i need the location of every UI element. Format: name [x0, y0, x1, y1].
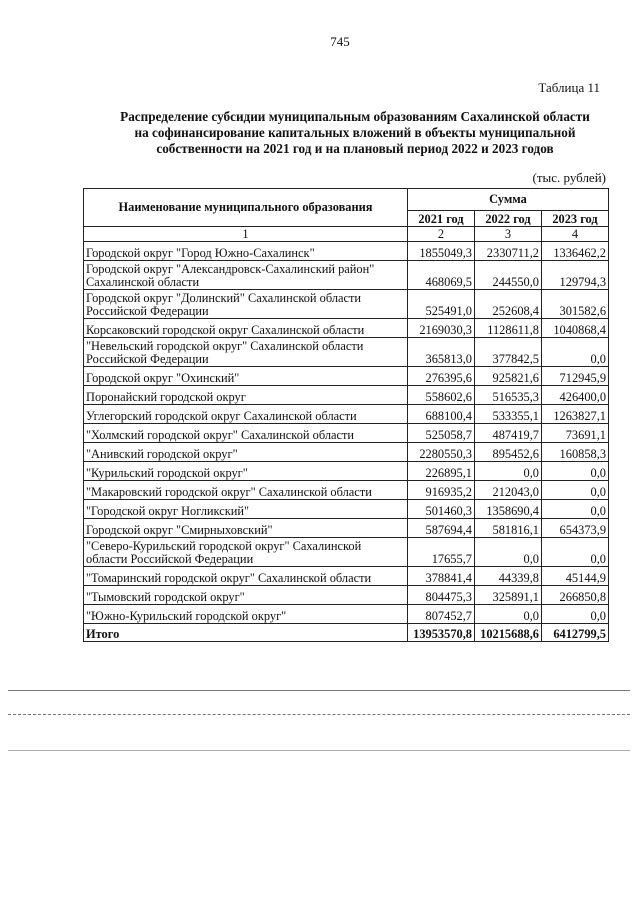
- municipality-name-line: "Северо-Курильский городской округ" Сахалинской: [86, 539, 362, 553]
- amount-2023-cell: 1336462,2: [542, 242, 609, 261]
- municipality-name-cell: [84, 424, 408, 443]
- municipality-name-cell: [84, 386, 408, 405]
- municipality-name-line: "Томаринский городской округ" Сахалинской области: [86, 571, 372, 585]
- divider-line: [8, 750, 630, 751]
- municipality-name-cell: [84, 367, 408, 386]
- amount-2022-cell: 1358690,4: [475, 500, 542, 519]
- amount-2022-cell: 487419,7: [475, 424, 542, 443]
- amount-2021-cell: 916935,2: [408, 481, 475, 500]
- municipality-name-line: Городской округ "Город Южно-Сахалинск": [86, 246, 315, 260]
- table-row: [84, 586, 609, 605]
- amount-2022-cell: 0,0: [475, 462, 542, 481]
- amount-2022-cell: 0,0: [475, 538, 542, 567]
- index-cell: 2: [408, 227, 475, 242]
- table-row: [84, 567, 609, 586]
- amount-2021-cell: 468069,5: [408, 261, 475, 290]
- amount-2022-cell: 1128611,8: [475, 319, 542, 338]
- amount-2023-cell: 712945,9: [542, 367, 609, 386]
- page-number: 745: [330, 34, 350, 49]
- amount-2022-cell: 895452,6: [475, 443, 542, 462]
- amount-2021-cell: 226895,1: [408, 462, 475, 481]
- municipality-name-line: Корсаковский городской округ Сахалинской области: [86, 323, 365, 337]
- amount-2021-cell: 1855049,3: [408, 242, 475, 261]
- table-row: [84, 405, 609, 424]
- amount-2022-cell: 0,0: [475, 605, 542, 624]
- municipality-name-line: "Макаровский городской округ" Сахалинской области: [86, 485, 372, 499]
- amount-2023-cell: 0,0: [542, 481, 609, 500]
- table-row: [84, 519, 609, 538]
- table-row: [84, 500, 609, 519]
- amount-2023-cell: 426400,0: [542, 386, 609, 405]
- amount-2021-cell: 587694,4: [408, 519, 475, 538]
- table-row: [84, 424, 609, 443]
- table-row: [84, 386, 609, 405]
- amount-2021-cell: 501460,3: [408, 500, 475, 519]
- amount-2023-cell: 129794,3: [542, 261, 609, 290]
- municipality-name-cell: [84, 586, 408, 605]
- table-row: [84, 367, 609, 386]
- header-year-2023: 2023 год: [542, 211, 609, 227]
- municipality-name-line: "Невельский городской округ" Сахалинской области: [86, 339, 364, 353]
- municipality-name-cell: [84, 443, 408, 462]
- municipality-name-cell: [84, 261, 408, 290]
- municipality-name-cell: [84, 405, 408, 424]
- title-line: собственности на 2021 год и на плановый период 2022 и 2023 годов: [156, 141, 554, 156]
- amount-2022-cell: 533355,1: [475, 405, 542, 424]
- amount-2023-cell: 654373,9: [542, 519, 609, 538]
- municipality-name-line: "Анивский городской округ": [86, 447, 238, 461]
- municipality-name-cell: [84, 538, 408, 567]
- amount-2021-cell: 558602,6: [408, 386, 475, 405]
- amount-2022-cell: 2330711,2: [475, 242, 542, 261]
- municipality-name-cell: [84, 338, 408, 367]
- municipality-name-line: "Холмский городской округ" Сахалинской области: [86, 428, 355, 442]
- index-cell: 1: [84, 227, 408, 242]
- document-title: [90, 109, 620, 157]
- municipality-name-line: "Южно-Курильский городской округ": [86, 609, 287, 623]
- municipality-name-cell: [84, 242, 408, 261]
- municipality-name-line: "Городской округ Ногликский": [86, 504, 250, 518]
- municipality-name-line: Российской Федерации: [86, 304, 209, 318]
- municipality-name-line: "Тымовский городской округ": [86, 590, 245, 604]
- amount-2022-cell: 252608,4: [475, 290, 542, 319]
- municipality-name-cell: [84, 500, 408, 519]
- municipality-name-line: области Российской Федерации: [86, 552, 254, 566]
- table-row: [84, 338, 609, 367]
- amount-2021-cell: 525058,7: [408, 424, 475, 443]
- total-2023-cell: 6412799,5: [542, 624, 609, 642]
- title-line: на софинансирование капитальных вложений в объекты муниципальной: [134, 125, 576, 140]
- amount-2023-cell: 0,0: [542, 338, 609, 367]
- title-line: Распределение субсидии муниципальным образованиям Сахалинской области: [120, 109, 590, 124]
- amount-2021-cell: 2280550,3: [408, 443, 475, 462]
- amount-2023-cell: 45144,9: [542, 567, 609, 586]
- index-row: [84, 227, 609, 242]
- municipality-name-cell: [84, 481, 408, 500]
- amount-2023-cell: 1040868,4: [542, 319, 609, 338]
- total-row: [84, 624, 609, 642]
- index-cell: 4: [542, 227, 609, 242]
- total-label: Итого: [84, 624, 408, 642]
- amount-2023-cell: 0,0: [542, 500, 609, 519]
- amount-2022-cell: 925821,6: [475, 367, 542, 386]
- amount-2022-cell: 377842,5: [475, 338, 542, 367]
- amount-2023-cell: 301582,6: [542, 290, 609, 319]
- divider-line: [8, 714, 630, 715]
- table-row: [84, 538, 609, 567]
- municipality-name-cell: [84, 462, 408, 481]
- amount-2023-cell: 1263827,1: [542, 405, 609, 424]
- municipality-name-line: Российской Федерации: [86, 352, 209, 366]
- amount-2021-cell: 525491,0: [408, 290, 475, 319]
- municipality-name-cell: [84, 567, 408, 586]
- index-cell: 3: [475, 227, 542, 242]
- amount-2023-cell: 266850,8: [542, 586, 609, 605]
- municipality-name-line: "Курильский городской округ": [86, 466, 248, 480]
- amount-2023-cell: 0,0: [542, 605, 609, 624]
- municipality-name-line: Городской округ "Долинский" Сахалинской области: [86, 291, 362, 305]
- amount-2022-cell: 244550,0: [475, 261, 542, 290]
- amount-2023-cell: 73691,1: [542, 424, 609, 443]
- municipality-name-line: Сахалинской области: [86, 275, 200, 289]
- table-row: [84, 481, 609, 500]
- header-name-column: Наименование муниципального образования: [84, 189, 408, 227]
- table-row: [84, 319, 609, 338]
- amount-2021-cell: 807452,7: [408, 605, 475, 624]
- municipality-name-cell: [84, 605, 408, 624]
- units-label: (тыс. рублей): [532, 170, 606, 185]
- table-label: Таблица 11: [538, 80, 600, 95]
- amount-2021-cell: 276395,6: [408, 367, 475, 386]
- amount-2022-cell: 516535,3: [475, 386, 542, 405]
- municipality-name-cell: [84, 519, 408, 538]
- municipality-name-line: Углегорский городской округ Сахалинской области: [86, 409, 357, 423]
- municipality-name-cell: [84, 319, 408, 338]
- amount-2023-cell: 0,0: [542, 462, 609, 481]
- header-year-2022: 2022 год: [475, 211, 542, 227]
- table-row: [84, 261, 609, 290]
- municipality-name-line: Городской округ "Смирныховский": [86, 523, 273, 537]
- amount-2022-cell: 325891,1: [475, 586, 542, 605]
- table-row: [84, 290, 609, 319]
- table-row: [84, 605, 609, 624]
- table-row: [84, 462, 609, 481]
- municipality-name-line: Поронайский городской округ: [86, 390, 246, 404]
- table-row: [84, 443, 609, 462]
- amount-2023-cell: 160858,3: [542, 443, 609, 462]
- municipality-name-cell: [84, 290, 408, 319]
- total-2022-cell: 10215688,6: [475, 624, 542, 642]
- header-sum-group: Сумма: [408, 189, 609, 211]
- amount-2023-cell: 0,0: [542, 538, 609, 567]
- amount-2022-cell: 212043,0: [475, 481, 542, 500]
- amount-2021-cell: 378841,4: [408, 567, 475, 586]
- divider-line: [8, 690, 630, 691]
- table-row: [84, 242, 609, 261]
- amount-2022-cell: 581816,1: [475, 519, 542, 538]
- amount-2021-cell: 2169030,3: [408, 319, 475, 338]
- amount-2022-cell: 44339,8: [475, 567, 542, 586]
- total-2021-cell: 13953570,8: [408, 624, 475, 642]
- municipality-name-line: Городской округ "Александровск-Сахалинский район": [86, 262, 375, 276]
- subsidy-table: [83, 188, 609, 642]
- amount-2021-cell: 688100,4: [408, 405, 475, 424]
- amount-2021-cell: 804475,3: [408, 586, 475, 605]
- amount-2021-cell: 17655,7: [408, 538, 475, 567]
- amount-2021-cell: 365813,0: [408, 338, 475, 367]
- municipality-name-line: Городской округ "Охинский": [86, 371, 240, 385]
- header-year-2021: 2021 год: [408, 211, 475, 227]
